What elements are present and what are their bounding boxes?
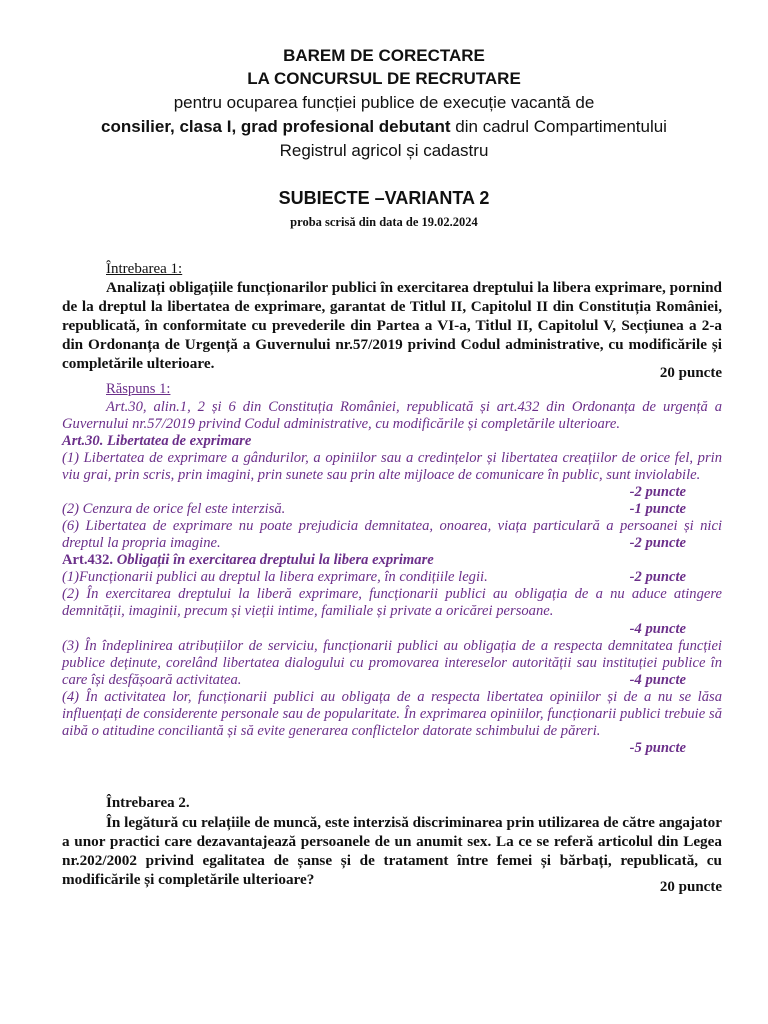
question-2-points: 20 puncte [659,879,722,895]
title-line-2: LA CONCURSUL DE RECRUTARE [247,69,521,88]
question-1-label: Întrebarea 1: [106,261,183,277]
position-department: din cadrul Compartimentului [450,117,667,136]
art432-para-1-points: -2 puncte [629,569,686,585]
question-2-label: Întrebarea 2. [106,795,190,811]
art432-para-4-points: -5 puncte [629,740,686,756]
art432-para-3-points: -4 puncte [629,672,686,688]
position-title: consilier, clasa I, grad profesional debutant [101,117,451,136]
answer-1-intro: Art.30, alin.1, 2 și 6 din Constituția României, republicată și art.432 din Ordonanța de urgență a Guvernului nr.57/2019 privind Codul administrative, cu modificările și completările ulterioare. [62,399,722,432]
art432-para-1: (1)Funcționarii publici au dreptul la libera exprimare, în condițiile legii. [62,569,488,585]
art30-para-2-points: -1 puncte [629,501,686,517]
art432-name: Obligații în exercitarea dreptului la libera exprimare [116,552,434,568]
question-2-text: În legătură cu relațiile de muncă, este interzisă discriminarea prin utilizarea de către angajator a unor practici care dezavantajează persoanele de un anumit sex. La ce se referă articolul din Legea nr.202/2002 privind egalitatea de șanse și de tratament între femei și bărbați, republicată, cu modificările și completările ulterioare? [62,814,722,888]
question-1-text: Analizați obligațiile funcționarilor publici în exercitarea dreptului la libera exprimare, pornind de la dreptul la libertatea de exprimare, garantat de Titlul II, Capitolul II din Constituția României, republicată, în conformitate cu prevederile din Partea a VI-a, Titlul II, Capitolul V, Secțiunea a 2-a din Ordonanța de Urgență a Guvernului nr.57/2019 privind Codul administrative, cu modificările și completările ulterioare. [62,279,722,372]
art432-para-2: (2) În exercitarea dreptului la liberă exprimare, funcționarii publici au obligația de a nu aduce atingere demnității, imaginii, precum și vieții intime, familiale și private a oricărei persoane. [62,586,722,619]
art30-title: Art.30. Libertatea de exprimare [62,433,252,449]
title-line-3: pentru ocuparea funcției publice de execuție vacantă de [173,93,595,112]
art30-para-6-points: -2 puncte [629,535,686,551]
art30-para-6: (6) Libertatea de exprimare nu poate prejudicia demnitatea, onoarea, viața particulară a persoanei și nici dreptul la propria imagine. [62,518,722,551]
art30-para-2: (2) Cenzura de orice fel este interzisă. [62,501,286,517]
art432-para-2-points: -4 puncte [629,621,686,637]
answer-1-label: Răspuns 1: [106,381,171,397]
art30-para-1: (1) Libertatea de exprimare a gândurilor, a opiniilor sau a credințelor și libertatea creațiilor de orice fel, prin viu grai, prin scris, prin imagini, prin sunete sau prin alte mijloace de comunicare în public, sunt inviolabile. [62,450,722,483]
art30-para-1-points: -2 puncte [629,484,686,500]
title-line-4 [0,117,768,137]
subject-heading: SUBIECTE –VARIANTA 2 [278,188,490,208]
art432-para-3: (3) În îndeplinirea atribuțiilor de serviciu, funcționarii publici au obligația de a respecta demnitatea funcției publice deținute, corelând libertatea dialogului cu promovarea intereselor autorității sau instituției publice în care își desfășoară activitatea. [62,638,722,688]
art432-number: Art.432. [62,552,117,568]
exam-date: proba scrisă din data de 19.02.2024 [290,215,478,229]
title-line-1: BAREM DE CORECTARE [283,46,485,65]
question-1-points: 20 puncte [659,365,722,381]
art432-para-4: (4) În activitatea lor, funcționarii publici au obligața de a respecta libertatea opiniilor și de a nu se lăsa influențați de considerente personale sau de popularitate. În exprimarea opiniilor, funcționarii publici trebuie să aibă o atitudine conciliantă și să evite generarea conflictelor datorate schimbului de păreri. [62,689,722,739]
title-line-5: Registrul agricol și cadastru [279,141,489,160]
art432-title [62,552,434,569]
